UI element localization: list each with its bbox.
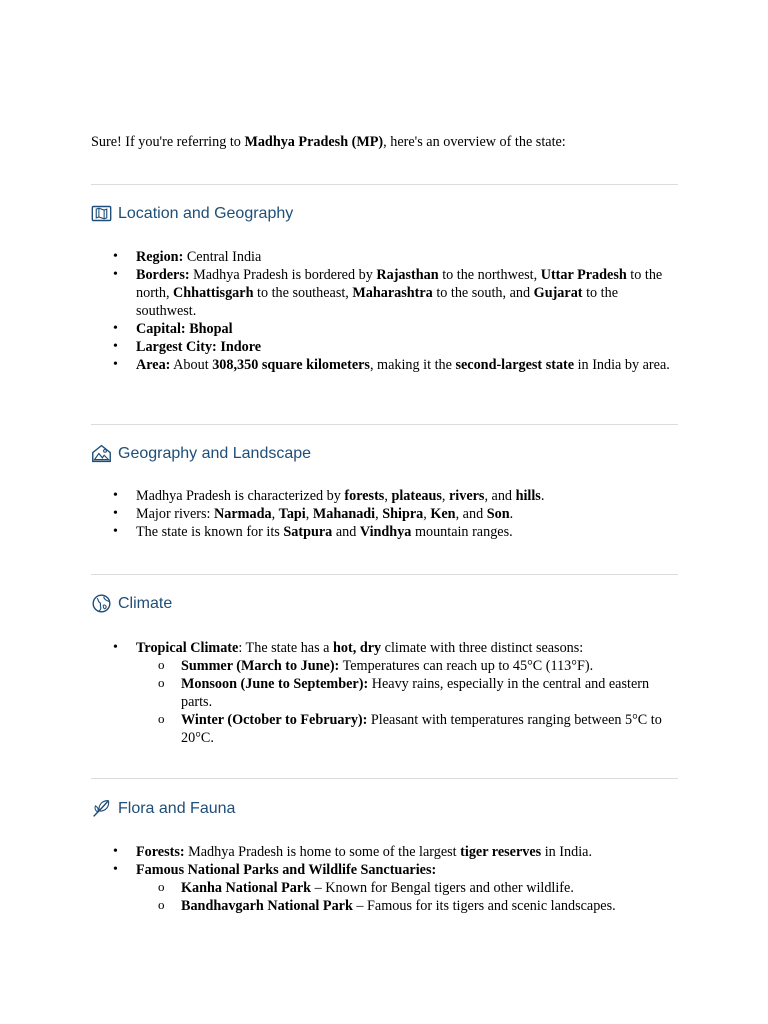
list-item: o Kanha National Park – Known for Bengal tigers and other wildlife. (136, 879, 678, 897)
list-item: o Bandhavgarh National Park – Famous for its tigers and scenic landscapes. (136, 897, 678, 915)
location-list (91, 248, 678, 374)
list-item: • Capital: Bhopal (91, 320, 678, 338)
list-item: • Region: Central India (91, 248, 678, 266)
parks-list (136, 879, 678, 915)
divider (91, 184, 678, 185)
map-icon (91, 203, 112, 224)
section-title-flora: Flora and Fauna (91, 798, 235, 819)
list-item: • The state is known for its Satpura and Vindhya mountain ranges. (91, 523, 678, 541)
flora-list (91, 843, 678, 915)
section-title-climate: Climate (91, 593, 172, 614)
leaf-icon (91, 798, 112, 819)
list-item: • Borders: Madhya Pradesh is bordered by Rajasthan to the northwest, Uttar Pradesh to the north, Chhattisgarh to the southeast, Maharashtra to the south, and Gujarat to the southwest. (91, 266, 678, 320)
landscape-icon (91, 443, 112, 464)
list-item: • Tropical Climate: The state has a hot, dry climate with three distinct seasons: o Summer (March to June): Temperatures can reach up to 45°C (113°F). o Monsoon (June to September): Heavy rains, especially in the central and eastern parts. o Winter (October to February): Pleasant with temperatures ranging between 5°C to 20°C. (91, 639, 678, 747)
divider (91, 574, 678, 575)
divider (91, 424, 678, 425)
section-title-location: Location and Geography (91, 203, 293, 224)
list-item: • Forests: Madhya Pradesh is home to some of the largest tiger reserves in India. (91, 843, 678, 861)
intro-paragraph: Sure! If you're referring to Madhya Pradesh (MP), here's an overview of the state: (91, 134, 566, 150)
divider (91, 778, 678, 779)
climate-list (91, 639, 678, 747)
list-item: o Monsoon (June to September): Heavy rains, especially in the central and eastern parts. (136, 675, 678, 711)
list-item: • Famous National Parks and Wildlife Sanctuaries: o Kanha National Park – Known for Bengal tigers and other wildlife. o Bandhavgarh National Park – Famous for its tigers and scenic landscapes. (91, 861, 678, 915)
seasons-list (136, 657, 678, 747)
list-item: • Major rivers: Narmada, Tapi, Mahanadi, Shipra, Ken, and Son. (91, 505, 678, 523)
list-item: • Largest City: Indore (91, 338, 678, 356)
globe-icon (91, 593, 112, 614)
section-title-landscape: Geography and Landscape (91, 443, 311, 464)
list-item: o Summer (March to June): Temperatures can reach up to 45°C (113°F). (136, 657, 678, 675)
list-item: o Winter (October to February): Pleasant with temperatures ranging between 5°C to 20°C. (136, 711, 678, 747)
landscape-list (91, 487, 678, 541)
list-item: • Area: About 308,350 square kilometers, making it the second-largest state in India by area. (91, 356, 678, 374)
list-item: • Madhya Pradesh is characterized by forests, plateaus, rivers, and hills. (91, 487, 678, 505)
